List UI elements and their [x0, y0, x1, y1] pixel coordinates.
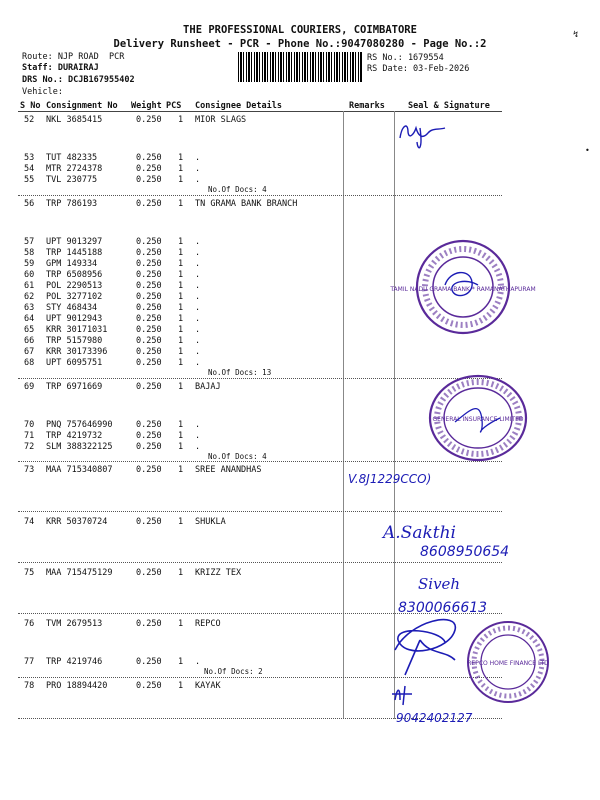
- row-weight: 0.250: [136, 325, 162, 335]
- row-consignment: KRR 50370724: [46, 517, 108, 527]
- row-consignee: .: [195, 270, 201, 280]
- row-sno: 68: [24, 358, 35, 368]
- row-consignee: .: [195, 314, 201, 324]
- docs-count: No.Of Docs: 2: [204, 667, 263, 676]
- row-consignee: .: [195, 281, 201, 291]
- row-consignment: TRP 786193: [46, 199, 98, 209]
- col-header-sno: S No: [20, 101, 41, 111]
- row-pcs: 1: [178, 347, 184, 357]
- row-consignment: POL 2290513: [46, 281, 103, 291]
- drs-label: DRS No.: DCJB167955402: [22, 75, 135, 85]
- row-weight: 0.250: [136, 382, 162, 392]
- signature-row78: [392, 686, 412, 705]
- row-consignee: .: [195, 657, 201, 667]
- row-weight: 0.250: [136, 568, 162, 578]
- company-title: THE PROFESSIONAL COURIERS, COIMBATORE: [183, 24, 417, 36]
- col-header-pcs: PCS: [166, 101, 182, 111]
- row-consignment: UPT 6095751: [46, 358, 103, 368]
- row-weight: 0.250: [136, 270, 162, 280]
- row-consignment: SLM 388322125: [46, 442, 113, 452]
- row-pcs: 1: [178, 465, 184, 475]
- row-consignment: TRP 4219732: [46, 431, 103, 441]
- row-consignee: MIOR SLAGS: [195, 115, 247, 125]
- row-pcs: 1: [178, 270, 184, 280]
- row-consignee: .: [195, 237, 201, 247]
- row-consignment: STY 468434: [46, 303, 98, 313]
- row-consignment: TRP 6508956: [46, 270, 103, 280]
- row-consignee: .: [195, 336, 201, 346]
- row-sno: 62: [24, 292, 35, 302]
- row-sno: 70: [24, 420, 35, 430]
- row-pcs: 1: [178, 237, 184, 247]
- row-consignee: SHUKLA: [195, 517, 226, 527]
- row-weight: 0.250: [136, 292, 162, 302]
- scan-mark: •: [585, 146, 590, 155]
- row-consignment: UPT 9013297: [46, 237, 103, 247]
- row-sno: 52: [24, 115, 35, 125]
- row-weight: 0.250: [136, 657, 162, 667]
- col-header-consignee: Consignee Details: [195, 101, 282, 111]
- row-pcs: 1: [178, 325, 184, 335]
- row-consignee: .: [195, 303, 201, 313]
- row-consignment: MAA 715475129: [46, 568, 113, 578]
- insurance-stamp-text: GENERAL INSURANCE LIMITED: [432, 416, 524, 423]
- row-sno: 60: [24, 270, 35, 280]
- row-pcs: 1: [178, 657, 184, 667]
- scan-mark: ↯: [573, 30, 579, 40]
- vehicle-label: Vehicle:: [22, 87, 63, 97]
- repco-stamp: [467, 622, 549, 702]
- docs-count: No.Of Docs: 4: [208, 185, 267, 194]
- row-weight: 0.250: [136, 517, 162, 527]
- row-sno: 72: [24, 442, 35, 452]
- row-pcs: 1: [178, 568, 184, 578]
- row-pcs: 1: [178, 153, 184, 163]
- row-consignee: .: [195, 175, 201, 185]
- row-sno: 74: [24, 517, 35, 527]
- row-sno: 67: [24, 347, 35, 357]
- row-consignment: POL 3277102: [46, 292, 103, 302]
- row-sno: 77: [24, 657, 35, 667]
- row-consignee: .: [195, 347, 201, 357]
- col-header-remarks: Remarks: [349, 101, 385, 111]
- row-sno: 76: [24, 619, 35, 629]
- row-pcs: 1: [178, 115, 184, 125]
- phone-row75: 8300066613: [398, 600, 488, 616]
- row-consignment: TRP 4219746: [46, 657, 103, 667]
- row-sno: 58: [24, 248, 35, 258]
- row-pcs: 1: [178, 431, 184, 441]
- row-sno: 56: [24, 199, 35, 209]
- row-weight: 0.250: [136, 303, 162, 313]
- row-consignee: REPCO: [195, 619, 221, 629]
- row-consignment: TRP 5157980: [46, 336, 103, 346]
- row-consignment: KRR 30171031: [46, 325, 108, 335]
- row-pcs: 1: [178, 442, 184, 452]
- docs-count: No.Of Docs: 4: [208, 452, 267, 461]
- row-consignment: TVL 230775: [46, 175, 98, 185]
- remark-row73: V.8J1229CCO): [348, 472, 432, 486]
- row-pcs: 1: [178, 175, 184, 185]
- row-weight: 0.250: [136, 431, 162, 441]
- row-weight: 0.250: [136, 619, 162, 629]
- row-pcs: 1: [178, 292, 184, 302]
- row-sno: 78: [24, 681, 35, 691]
- row-consignment: TVM 2679513: [46, 619, 103, 629]
- row-pcs: 1: [178, 259, 184, 269]
- row-pcs: 1: [178, 303, 184, 313]
- row-consignment: NKL 3685415: [46, 115, 103, 125]
- bank-stamp: [389, 241, 535, 333]
- row-weight: 0.250: [136, 347, 162, 357]
- repco-stamp-text: REPCO HOME FINANCE LTD: [467, 660, 549, 667]
- row-sno: 61: [24, 281, 35, 291]
- row-weight: 0.250: [136, 199, 162, 209]
- row-consignment: MAA 715340807: [46, 465, 113, 475]
- row-pcs: 1: [178, 358, 184, 368]
- row-consignee: .: [195, 325, 201, 335]
- row-weight: 0.250: [136, 442, 162, 452]
- row-consignee: SREE ANANDHAS: [195, 465, 262, 475]
- row-consignee: .: [195, 164, 201, 174]
- row-pcs: 1: [178, 164, 184, 174]
- row-consignment: UPT 9012943: [46, 314, 103, 324]
- row-consignee: .: [195, 442, 201, 452]
- row-weight: 0.250: [136, 465, 162, 475]
- row-sno: 69: [24, 382, 35, 392]
- rs-date: RS Date: 03-Feb-2026: [367, 64, 470, 74]
- row-consignment: TUT 482335: [46, 153, 98, 163]
- row-sno: 66: [24, 336, 35, 346]
- row-consignee: TN GRAMA BANK BRANCH: [195, 199, 298, 209]
- row-pcs: 1: [178, 420, 184, 430]
- row-consignee: BAJAJ: [195, 382, 221, 392]
- row-consignment: GPM 149334: [46, 259, 98, 269]
- row-consignment: PNQ 757646990: [46, 420, 113, 430]
- row-weight: 0.250: [136, 248, 162, 258]
- row-consignee: .: [195, 248, 201, 258]
- row-weight: 0.250: [136, 358, 162, 368]
- row-consignee: .: [195, 431, 201, 441]
- bank-stamp-text: TAMIL NADU GRAMA BANK * RAMANATHAPURAM: [390, 286, 536, 293]
- row-pcs: 1: [178, 199, 184, 209]
- row-sno: 55: [24, 175, 35, 185]
- row-consignment: MTR 2724378: [46, 164, 103, 174]
- insurance-stamp: [430, 376, 526, 460]
- runsheet-subtitle: Delivery Runsheet - PCR - Phone No.:9047080280 - Page No.:2: [113, 38, 487, 50]
- row-weight: 0.250: [136, 259, 162, 269]
- row-pcs: 1: [178, 517, 184, 527]
- row-sno: 65: [24, 325, 35, 335]
- docs-count: No.Of Docs: 13: [208, 368, 272, 377]
- row-consignment: KRR 30173396: [46, 347, 108, 357]
- row-sno: 57: [24, 237, 35, 247]
- row-weight: 0.250: [136, 336, 162, 346]
- row-sno: 63: [24, 303, 35, 313]
- row-consignee: .: [195, 420, 201, 430]
- row-sno: 73: [24, 465, 35, 475]
- rs-number: RS No.: 1679554: [367, 53, 444, 63]
- col-header-weight: Weight: [131, 101, 162, 111]
- row-weight: 0.250: [136, 153, 162, 163]
- phone-row74: 8608950654: [420, 544, 510, 560]
- row-weight: 0.250: [136, 237, 162, 247]
- row-sno: 59: [24, 259, 35, 269]
- signature-row76: [395, 620, 455, 675]
- row-pcs: 1: [178, 619, 184, 629]
- row-pcs: 1: [178, 314, 184, 324]
- col-header-seal: Seal & Signature: [408, 101, 490, 111]
- signature-row75: Siveh: [418, 575, 461, 593]
- row-pcs: 1: [178, 281, 184, 291]
- row-sno: 75: [24, 568, 35, 578]
- row-weight: 0.250: [136, 420, 162, 430]
- row-weight: 0.250: [136, 681, 162, 691]
- signature-row74: A.Sakthi: [383, 523, 456, 543]
- route-label: Route: NJP ROAD PCR: [22, 52, 125, 62]
- phone-row78: 9042402127: [396, 711, 473, 725]
- row-consignee: KAYAK: [195, 681, 221, 691]
- row-sno: 53: [24, 153, 35, 163]
- row-consignment: TRP 1445188: [46, 248, 103, 258]
- row-consignee: .: [195, 358, 201, 368]
- col-header-consignment: Consignment No: [46, 101, 118, 111]
- row-consignee: .: [195, 153, 201, 163]
- row-weight: 0.250: [136, 115, 162, 125]
- row-consignee: .: [195, 292, 201, 302]
- signature-row52: [400, 126, 445, 148]
- row-sno: 64: [24, 314, 35, 324]
- row-pcs: 1: [178, 248, 184, 258]
- row-weight: 0.250: [136, 164, 162, 174]
- row-weight: 0.250: [136, 314, 162, 324]
- row-consignment: PRO 18894420: [46, 681, 108, 691]
- row-sno: 54: [24, 164, 35, 174]
- row-pcs: 1: [178, 382, 184, 392]
- row-consignee: KRIZZ TEX: [195, 568, 242, 578]
- row-consignee: .: [195, 259, 201, 269]
- row-weight: 0.250: [136, 175, 162, 185]
- row-consignment: TRP 6971669: [46, 382, 103, 392]
- row-weight: 0.250: [136, 281, 162, 291]
- row-sno: 71: [24, 431, 35, 441]
- row-pcs: 1: [178, 681, 184, 691]
- row-pcs: 1: [178, 336, 184, 346]
- staff-label: Staff: DURAIRAJ: [22, 63, 99, 73]
